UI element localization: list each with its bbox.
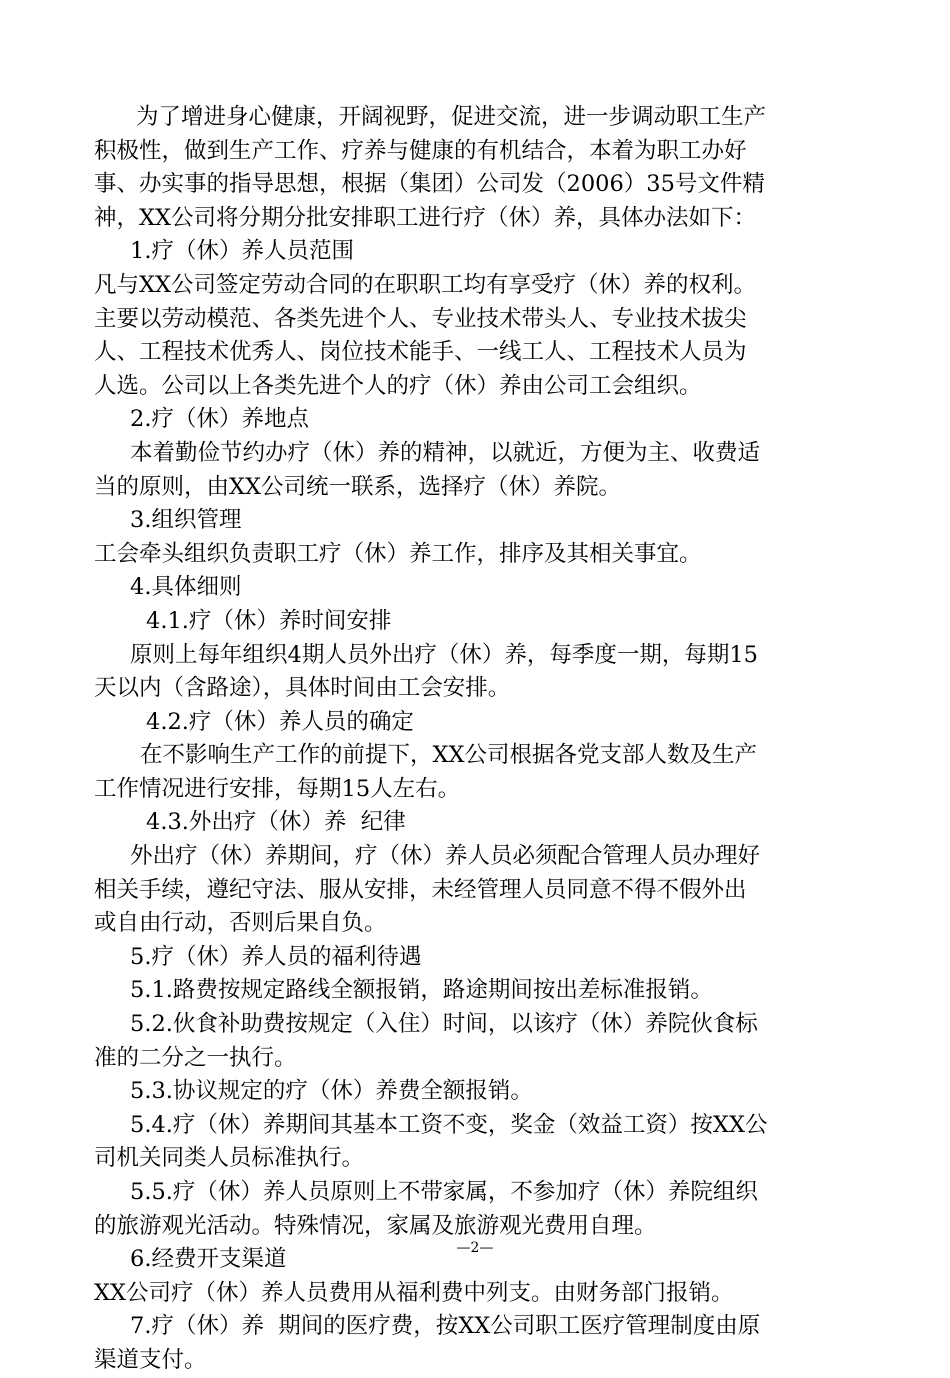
text-line: 的旅游观光活动。特殊情况，家属及旅游观光费用自理。 xyxy=(94,1212,657,1239)
text-line: 原则上每年组织4期人员外出疗（休）养，每季度一期，每期15 xyxy=(130,641,758,668)
document-body xyxy=(94,101,860,1378)
text-line: 相关手续，遵纪守法、服从安排，未经管理人员同意不得不假外出 xyxy=(94,876,747,903)
text-line: 5.5.疗（休）养人员原则上不带家属，不参加疗（休）养院组织 xyxy=(130,1179,758,1205)
text-line: 或自由行动，否则后果自负。 xyxy=(94,910,387,937)
page-number: —2— xyxy=(456,1240,494,1256)
text-line: 3.组织管理 xyxy=(130,507,242,534)
text-line: 工作情况进行安排，每期15人左右。 xyxy=(94,775,461,802)
text-line: 4.具体细则 xyxy=(130,574,242,601)
text-line: 2.疗（休）养地点 xyxy=(130,406,309,433)
text-line: 5.4.疗（休）养期间其基本工资不变，奖金（效益工资）按XX公 xyxy=(130,1111,768,1138)
text-line: 5.2.伙食补助费按规定（入住）时间，以该疗（休）养院伙食标 xyxy=(130,1011,758,1038)
text-line: 5.疗（休）养人员的福利待遇 xyxy=(130,943,422,970)
text-line: 司机关同类人员标准执行。 xyxy=(94,1145,365,1172)
text-line: 外出疗（休）养期间，疗（休）养人员必须配合管理人员办理好 xyxy=(130,843,761,870)
text-line: 在不影响生产工作的前提下，XX公司根据各党支部人数及生产 xyxy=(140,742,758,769)
text-line: 7.疗（休）养 期间的医疗费，按XX公司职工医疗管理制度由原 xyxy=(130,1313,761,1340)
text-line: 积极性，做到生产工作、疗养与健康的有机结合，本着为职工办好 xyxy=(94,137,747,164)
text-line: XX公司疗（休）养人员费用从福利费中列支。由财务部门报销。 xyxy=(94,1279,734,1306)
text-line: 4.2.疗（休）养人员的确定 xyxy=(146,708,414,735)
text-line: 为了增进身心健康，开阔视野，促进交流，进一步调动职工生产 xyxy=(136,104,767,130)
text-line: 本着勤俭节约办疗（休）养的精神，以就近，方便为主、收费适 xyxy=(130,439,761,466)
text-line: 天以内（含路途），具体时间由工会安排。 xyxy=(94,675,511,702)
text-line: 主要以劳动模范、各类先进个人、专业技术带头人、专业技术拔尖 xyxy=(94,305,747,332)
text-line: 当的原则，由XX公司统一联系，选择疗（休）养院。 xyxy=(94,473,622,500)
text-line: 4.1.疗（休）养时间安排 xyxy=(146,607,392,634)
text-line: 4.3.外出疗（休）养 纪律 xyxy=(146,809,406,836)
text-line: 5.1.路费按规定路线全额报销，路途期间按出差标准报销。 xyxy=(130,977,713,1004)
text-line: 渠道支付。 xyxy=(94,1346,207,1373)
text-line: 工会牵头组织负责职工疗（休）养工作，排序及其相关事宜。 xyxy=(94,540,702,567)
text-line: 事、办实事的指导思想，根据（集团）公司发（2006）35号文件精 xyxy=(94,171,765,198)
text-line: 1.疗（休）养人员范围 xyxy=(130,238,354,265)
text-line: 人选。公司以上各类先进个人的疗（休）养由公司工会组织。 xyxy=(94,372,702,399)
text-line: 6.经费开支渠道 xyxy=(130,1246,287,1273)
text-line: 5.3.协议规定的疗（休）养费全额报销。 xyxy=(130,1078,533,1105)
text-line: 人、工程技术优秀人、岗位技术能手、一线工人、工程技术人员为 xyxy=(94,339,747,366)
text-line: 神，XX公司将分期分批安排职工进行疗（休）养，具体办法如下： xyxy=(94,204,757,231)
text-line: 准的二分之一执行。 xyxy=(94,1044,297,1071)
text-line: 凡与XX公司签定劳动合同的在职职工均有享受疗（休）养的权利。 xyxy=(94,271,757,298)
